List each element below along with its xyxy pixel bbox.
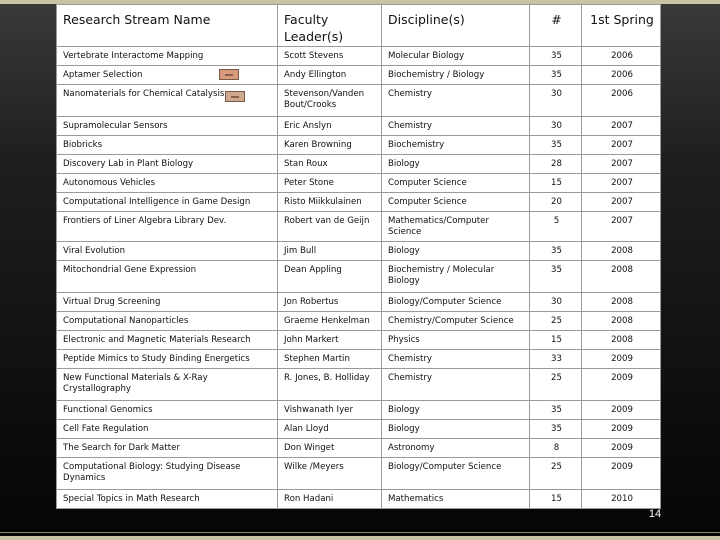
cell-research-stream-name bbox=[57, 85, 278, 117]
table-row bbox=[57, 261, 661, 293]
cell-faculty-leader: Vishwanath Iyer bbox=[278, 401, 382, 420]
table-row bbox=[57, 350, 661, 369]
cell-discipline: Chemistry/Computer Science bbox=[382, 312, 530, 331]
slide-bottom-rule bbox=[0, 532, 720, 533]
cell-faculty-leader: Karen Browning bbox=[278, 136, 382, 155]
cell-discipline: Biochemistry / Molecular Biology bbox=[382, 261, 530, 293]
cell-discipline: Chemistry bbox=[382, 350, 530, 369]
research-stream-name-text: Aptamer Selection bbox=[63, 70, 143, 80]
cell-discipline: Astronomy bbox=[382, 439, 530, 458]
cell-count: 35 bbox=[530, 401, 582, 420]
cell-research-stream-name: Autonomous Vehicles bbox=[57, 174, 278, 193]
table-row bbox=[57, 66, 661, 85]
cell-count: 30 bbox=[530, 117, 582, 136]
cell-discipline: Biology bbox=[382, 242, 530, 261]
header-first-spring: 1st Spring bbox=[582, 5, 661, 47]
cell-research-stream-name: Cell Fate Regulation bbox=[57, 420, 278, 439]
cell-discipline: Biology/Computer Science bbox=[382, 293, 530, 312]
cell-faculty-leader: Alan Lloyd bbox=[278, 420, 382, 439]
cell-discipline: Chemistry bbox=[382, 117, 530, 136]
cell-faculty-leader: Scott Stevens bbox=[278, 47, 382, 66]
cell-first-spring: 2006 bbox=[582, 85, 661, 117]
table-row bbox=[57, 85, 661, 117]
cell-first-spring: 2008 bbox=[582, 242, 661, 261]
cell-first-spring: 2009 bbox=[582, 420, 661, 439]
cell-count: 30 bbox=[530, 293, 582, 312]
cell-count: 15 bbox=[530, 331, 582, 350]
cell-first-spring: 2007 bbox=[582, 212, 661, 242]
cell-count: 35 bbox=[530, 242, 582, 261]
cell-count: 15 bbox=[530, 174, 582, 193]
cell-first-spring: 2008 bbox=[582, 312, 661, 331]
cell-research-stream-name: The Search for Dark Matter bbox=[57, 439, 278, 458]
cell-discipline: Molecular Biology bbox=[382, 47, 530, 66]
table-row bbox=[57, 155, 661, 174]
cell-count: 35 bbox=[530, 420, 582, 439]
cell-first-spring: 2007 bbox=[582, 117, 661, 136]
cell-discipline: Computer Science bbox=[382, 174, 530, 193]
cell-research-stream-name: Computational Biology: Studying Disease Dynamics bbox=[57, 458, 278, 490]
cell-first-spring: 2009 bbox=[582, 439, 661, 458]
cell-faculty-leader: Jon Robertus bbox=[278, 293, 382, 312]
page-number: 14 bbox=[648, 508, 662, 520]
cell-first-spring: 2007 bbox=[582, 193, 661, 212]
cell-first-spring: 2006 bbox=[582, 66, 661, 85]
cell-discipline: Mathematics/Computer Science bbox=[382, 212, 530, 242]
cell-first-spring: 2006 bbox=[582, 47, 661, 66]
table-row bbox=[57, 193, 661, 212]
cell-first-spring: 2009 bbox=[582, 350, 661, 369]
cell-first-spring: 2009 bbox=[582, 401, 661, 420]
cell-research-stream-name: Vertebrate Interactome Mapping bbox=[57, 47, 278, 66]
cell-first-spring: 2009 bbox=[582, 458, 661, 490]
cell-discipline: Biology bbox=[382, 401, 530, 420]
cell-first-spring: 2008 bbox=[582, 331, 661, 350]
table-row bbox=[57, 117, 661, 136]
table-row bbox=[57, 212, 661, 242]
cell-research-stream-name: Computational Intelligence in Game Design bbox=[57, 193, 278, 212]
cell-research-stream-name: Special Topics in Math Research bbox=[57, 490, 278, 509]
cell-faculty-leader: Robert van de Geijn bbox=[278, 212, 382, 242]
research-stream-name-text: Nanomaterials for Chemical Catalysis bbox=[63, 89, 225, 99]
cell-count: 28 bbox=[530, 155, 582, 174]
cell-discipline: Computer Science bbox=[382, 193, 530, 212]
header-faculty-leaders: Faculty Leader(s) bbox=[278, 5, 382, 47]
cell-discipline: Biology bbox=[382, 155, 530, 174]
cell-first-spring: 2009 bbox=[582, 369, 661, 401]
table-header-row bbox=[57, 5, 661, 47]
cell-count: 25 bbox=[530, 312, 582, 331]
table-row bbox=[57, 420, 661, 439]
cell-research-stream-name bbox=[57, 66, 278, 85]
cell-research-stream-name: Peptide Mimics to Study Binding Energetics bbox=[57, 350, 278, 369]
cell-research-stream-name: Electronic and Magnetic Materials Research bbox=[57, 331, 278, 350]
table-row bbox=[57, 312, 661, 331]
cell-count: 25 bbox=[530, 369, 582, 401]
table-row bbox=[57, 174, 661, 193]
cell-count: 35 bbox=[530, 136, 582, 155]
header-research-stream-name: Research Stream Name bbox=[57, 5, 278, 47]
table-row bbox=[57, 490, 661, 509]
cell-faculty-leader: John Markert bbox=[278, 331, 382, 350]
table-row bbox=[57, 369, 661, 401]
cell-count: 8 bbox=[530, 439, 582, 458]
cell-faculty-leader: Risto Miikkulainen bbox=[278, 193, 382, 212]
slide-bottom-border bbox=[0, 536, 720, 540]
cell-first-spring: 2007 bbox=[582, 174, 661, 193]
cell-faculty-leader: Stephen Martin bbox=[278, 350, 382, 369]
table-row bbox=[57, 331, 661, 350]
cell-research-stream-name: Biobricks bbox=[57, 136, 278, 155]
table-row bbox=[57, 458, 661, 490]
cell-first-spring: 2007 bbox=[582, 136, 661, 155]
cell-first-spring: 2008 bbox=[582, 293, 661, 312]
cell-faculty-leader: Graeme Henkelman bbox=[278, 312, 382, 331]
cell-count: 15 bbox=[530, 490, 582, 509]
cell-faculty-leader: Andy Ellington bbox=[278, 66, 382, 85]
header-disciplines: Discipline(s) bbox=[382, 5, 530, 47]
research-streams-table bbox=[56, 4, 661, 509]
cell-faculty-leader: Dean Appling bbox=[278, 261, 382, 293]
cell-faculty-leader: Jim Bull bbox=[278, 242, 382, 261]
cell-count: 35 bbox=[530, 47, 582, 66]
table-row bbox=[57, 47, 661, 66]
cell-research-stream-name: Discovery Lab in Plant Biology bbox=[57, 155, 278, 174]
cell-faculty-leader: Ron Hadani bbox=[278, 490, 382, 509]
cell-faculty-leader: Don Winget bbox=[278, 439, 382, 458]
cell-discipline: Biology bbox=[382, 420, 530, 439]
cell-research-stream-name: Viral Evolution bbox=[57, 242, 278, 261]
cell-first-spring: 2007 bbox=[582, 155, 661, 174]
cell-discipline: Biochemistry / Biology bbox=[382, 66, 530, 85]
embedded-document-icon[interactable] bbox=[219, 69, 239, 80]
embedded-document-icon[interactable] bbox=[225, 91, 245, 102]
header-count: # bbox=[530, 5, 582, 47]
cell-research-stream-name: Mitochondrial Gene Expression bbox=[57, 261, 278, 293]
cell-discipline: Biochemistry bbox=[382, 136, 530, 155]
cell-research-stream-name: Supramolecular Sensors bbox=[57, 117, 278, 136]
cell-faculty-leader: Peter Stone bbox=[278, 174, 382, 193]
table-row bbox=[57, 439, 661, 458]
cell-count: 30 bbox=[530, 85, 582, 117]
cell-count: 35 bbox=[530, 66, 582, 85]
cell-discipline: Chemistry bbox=[382, 369, 530, 401]
cell-research-stream-name: New Functional Materials & X-Ray Crystallography bbox=[57, 369, 278, 401]
cell-count: 25 bbox=[530, 458, 582, 490]
cell-discipline: Mathematics bbox=[382, 490, 530, 509]
cell-count: 5 bbox=[530, 212, 582, 242]
cell-discipline: Biology/Computer Science bbox=[382, 458, 530, 490]
cell-discipline: Chemistry bbox=[382, 85, 530, 117]
cell-faculty-leader: Stan Roux bbox=[278, 155, 382, 174]
cell-faculty-leader: Stevenson/Vanden Bout/Crooks bbox=[278, 85, 382, 117]
cell-research-stream-name: Functional Genomics bbox=[57, 401, 278, 420]
cell-count: 35 bbox=[530, 261, 582, 293]
table-row bbox=[57, 293, 661, 312]
cell-faculty-leader: Wilke /Meyers bbox=[278, 458, 382, 490]
cell-faculty-leader: R. Jones, B. Holliday bbox=[278, 369, 382, 401]
cell-count: 20 bbox=[530, 193, 582, 212]
cell-research-stream-name: Frontiers of Liner Algebra Library Dev. bbox=[57, 212, 278, 242]
cell-research-stream-name: Virtual Drug Screening bbox=[57, 293, 278, 312]
cell-discipline: Physics bbox=[382, 331, 530, 350]
table-row bbox=[57, 242, 661, 261]
cell-first-spring: 2008 bbox=[582, 261, 661, 293]
cell-first-spring: 2010 bbox=[582, 490, 661, 509]
cell-count: 33 bbox=[530, 350, 582, 369]
table-row bbox=[57, 401, 661, 420]
table-row bbox=[57, 136, 661, 155]
cell-research-stream-name: Computational Nanoparticles bbox=[57, 312, 278, 331]
cell-faculty-leader: Eric Anslyn bbox=[278, 117, 382, 136]
